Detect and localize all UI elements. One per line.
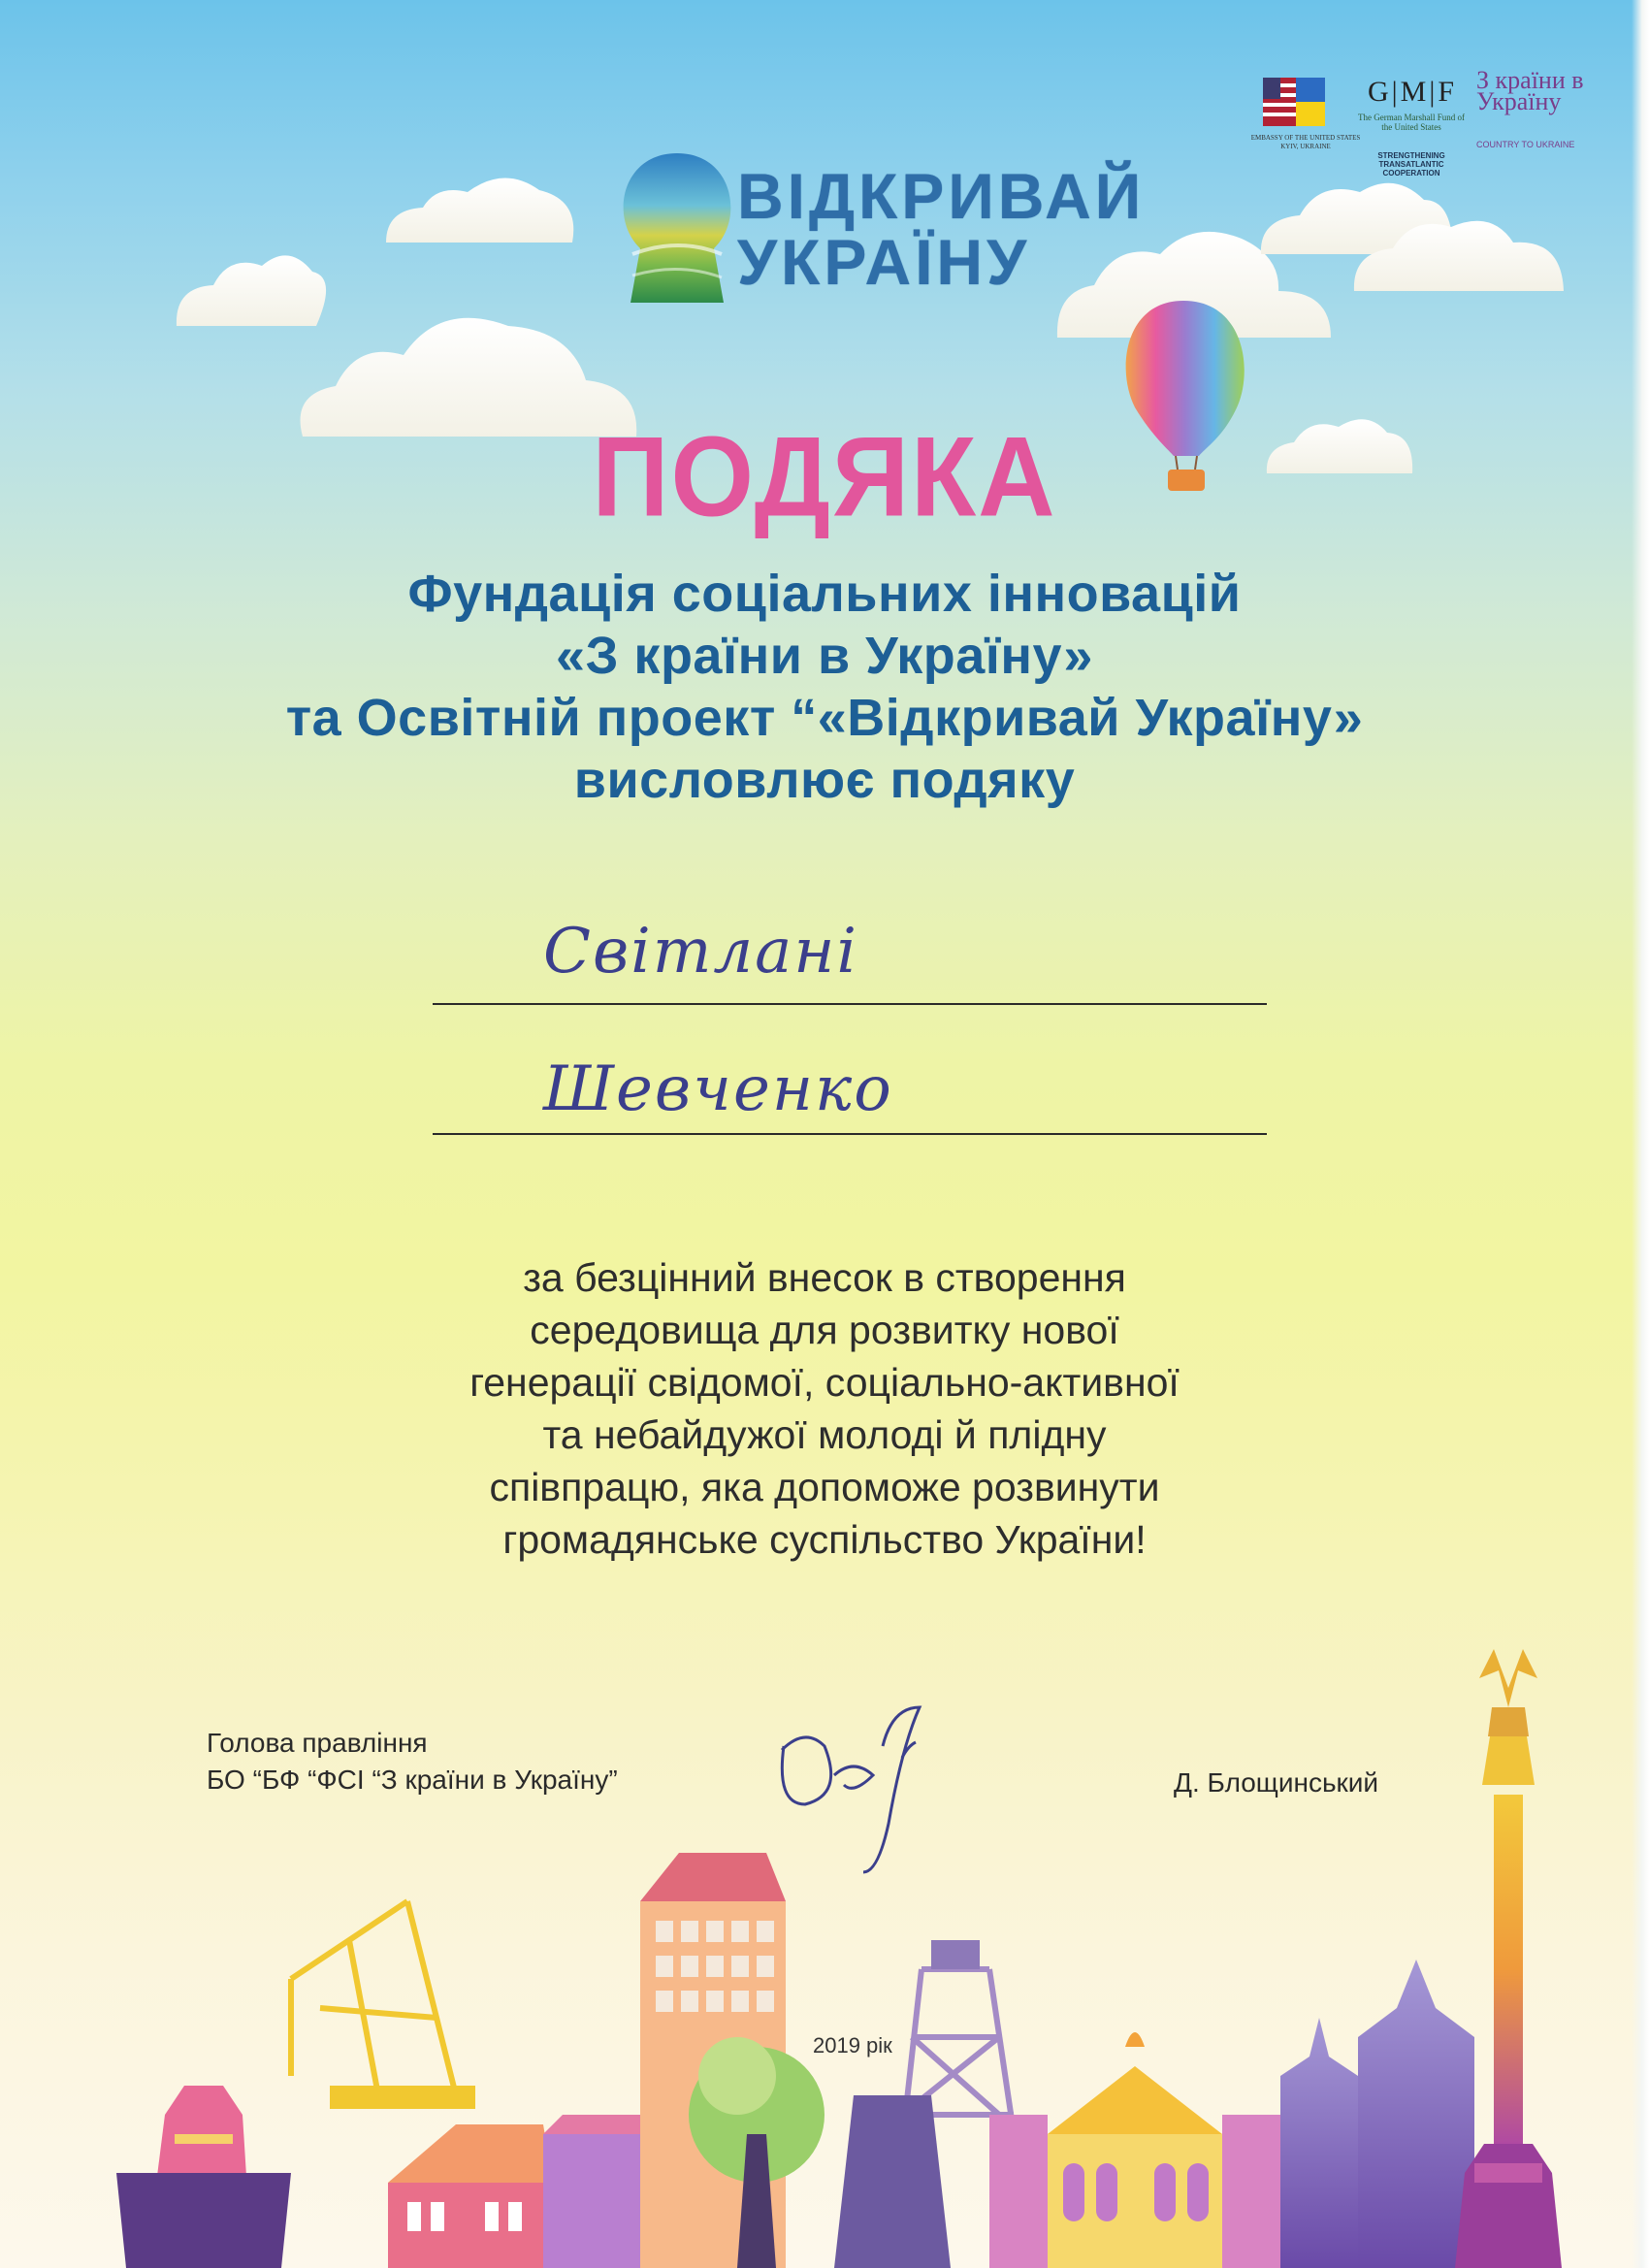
certificate-body <box>0 1251 1649 1566</box>
organization-line-4: висловлює подяку <box>573 751 1076 809</box>
embassy-caption: EMBASSY OF THE UNITED STATES KYIV, UKRAINE <box>1250 134 1361 150</box>
cloud-icon <box>177 255 326 326</box>
logo-wordmark <box>737 160 1146 298</box>
recipient-line-2 <box>433 1133 1267 1135</box>
cloud-icon <box>386 178 573 243</box>
body-line-5: співпрацю, яка допоможе розвинути <box>489 1465 1160 1509</box>
gmf-logo: G|M|F <box>1368 76 1458 108</box>
body-line-6: громадянське суспільство України! <box>502 1517 1147 1562</box>
body-line-1: за безцінний внесок в створення <box>523 1255 1126 1300</box>
logo-line-2: УКРАЇНУ <box>737 226 1031 298</box>
organization-line-1: Фундація соціальних інновацій <box>407 565 1242 623</box>
organization-line-3: та Освітній проект “«Відкривай Україну» <box>285 689 1364 747</box>
body-line-3: генерації свідомої, соціально-активної <box>469 1360 1180 1405</box>
logo-keyhole-icon <box>624 153 731 303</box>
organization-block <box>0 563 1649 811</box>
certificate-title: ПОДЯКА <box>592 413 1057 540</box>
paper-edge <box>1632 0 1649 2268</box>
signatory-role <box>207 1725 618 1798</box>
gmf-strapline: STRENGTHENING TRANSATLANTIC COOPERATION <box>1377 151 1445 178</box>
signatory-role-line-1: Голова правління <box>207 1728 428 1758</box>
signatory-name: Д. Блощинський <box>1174 1767 1379 1798</box>
recipient-first-name: Світлані <box>543 916 858 988</box>
body-line-2: середовища для розвитку нової <box>530 1308 1119 1352</box>
body-line-4: та небайдужої молоді й плідну <box>542 1412 1107 1457</box>
country-to-ukraine-logo: З країни в Україну <box>1476 66 1584 115</box>
gmf-subtitle: The German Marshall Fund of the United States <box>1358 113 1465 132</box>
partner-logos <box>1250 66 1600 178</box>
country-to-ukraine-subtitle: COUNTRY TO UKRAINE <box>1476 140 1575 149</box>
recipient-line-1 <box>433 1003 1267 1005</box>
logo-line-1: ВІДКРИВАЙ <box>737 160 1146 232</box>
certificate-year: 2019 рік <box>813 2033 892 2057</box>
organization-line-2: «З країни в Україну» <box>556 627 1093 685</box>
recipient-last-name: Шевченко <box>543 1053 893 1125</box>
signatory-role-line-2: БО “БФ “ФСІ “З країни в Україну” <box>207 1765 618 1795</box>
signature-scribble <box>782 1707 920 1872</box>
